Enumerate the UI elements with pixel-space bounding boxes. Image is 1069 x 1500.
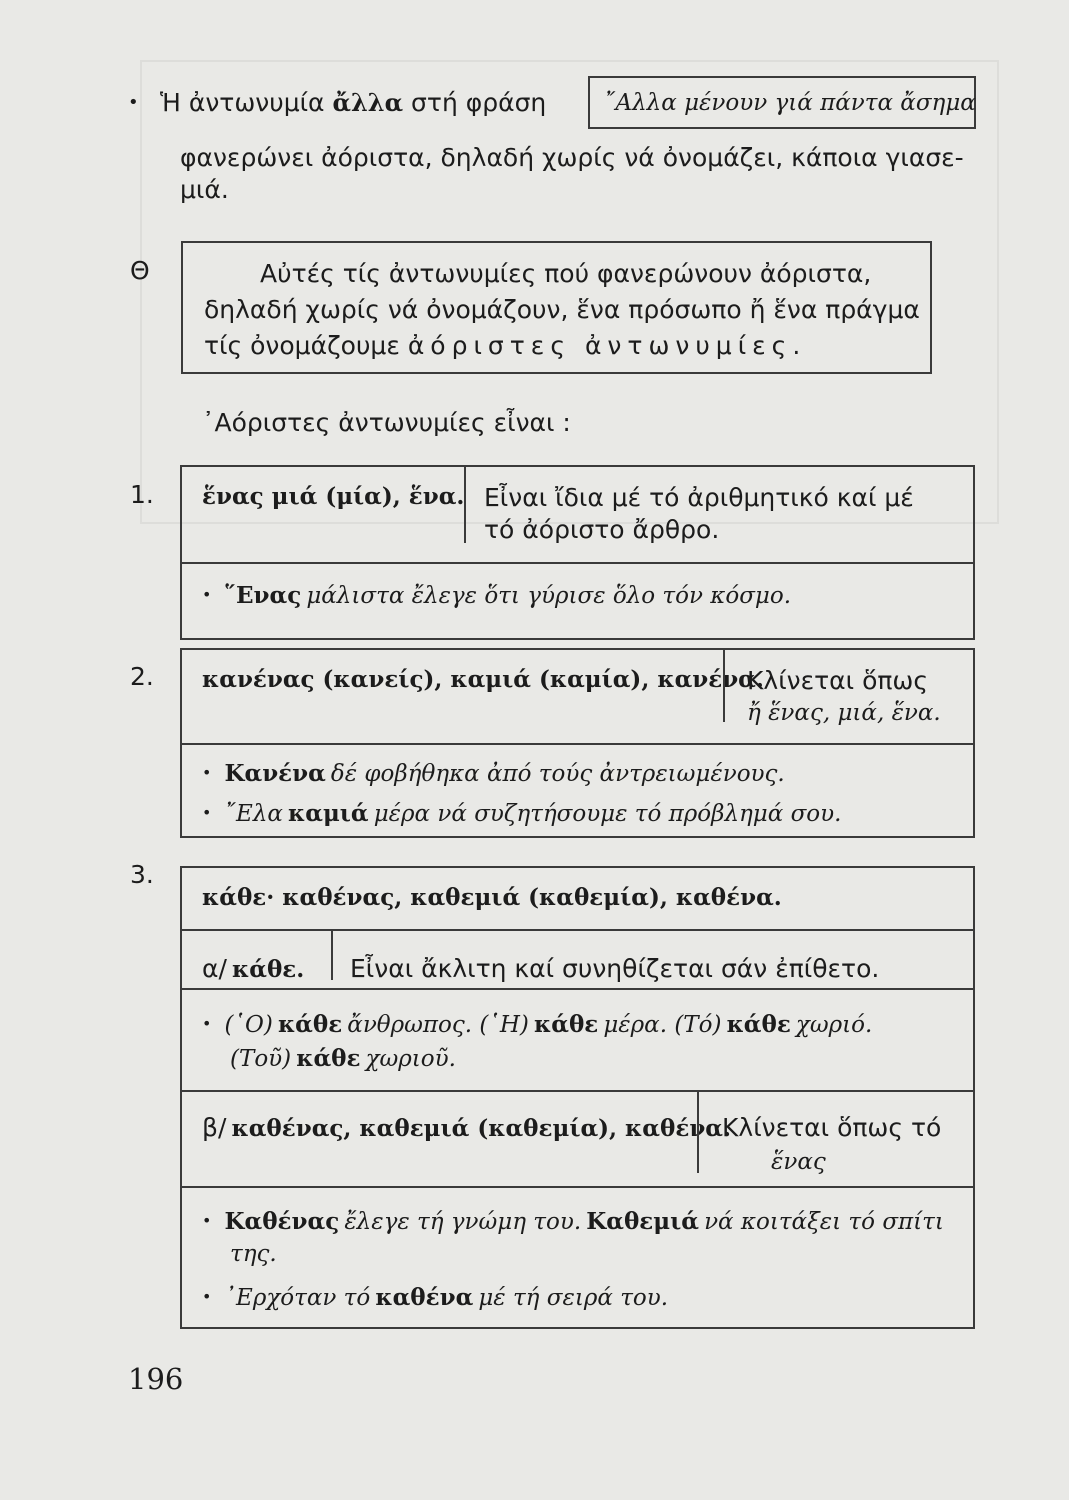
item-3b-example-1: • Καθένας ἔλεγε τή γνώμη του. Καθεμιά νά κοιτάξει τό σπίτι [202,1208,944,1235]
item-3a-example-line-2: (Τοῦ) κάθε χωριοῦ. [230,1045,456,1072]
list-heading: ᾿Αόριστες ἀντωνυμίες εἶναι : [202,408,571,437]
definition-box [181,241,932,374]
item-3b-note-line-2: ἕνας [771,1149,826,1175]
item-3b-divider [697,1091,699,1173]
item-3-number: 3. [130,860,154,889]
item-3b-note-line-1: Κλίνεται ὅπως τό [722,1113,942,1142]
page-number: 196 [128,1362,184,1396]
item-3-separator-1 [182,929,973,931]
item-1-divider [464,467,466,543]
intro-example-box [588,76,976,129]
item-1-note-line-1: Εἶναι ἴδια μέ τό ἀριθμητικό καί μέ [484,483,914,512]
definition-line-2: δηλαδή χωρίς νά ὀνομάζουν, ἕνα πρόσωπο ἤ ἕνα πράγμα [204,295,920,324]
item-1-note-line-2: τό ἀόριστο ἄρθρο. [484,515,720,544]
intro-line-2: φανερώνει ἀόριστα, δηλαδή χωρίς νά ὀνομάζει, κάποια γιασε- [180,143,964,172]
item-3-separator-2 [182,988,973,990]
item-3a-example-line-1: • (῾Ο) κάθε ἄνθρωπος. (῾Η) κάθε μέρα. (Τό) κάθε χωριό. [202,1011,873,1038]
item-2-divider [723,650,725,722]
item-3b-example-2: • ᾿Ερχόταν τό καθένα μέ τή σειρά του. [202,1284,669,1311]
item-2-separator [182,743,973,745]
item-3b-example-1-cont: της. [230,1241,277,1267]
item-3-forms: κάθε· καθένας, καθεμιά (καθεμία), καθένα. [202,884,782,911]
item-2-note-line-1: Κλίνεται ὅπως [747,666,929,695]
item-2-box [180,648,975,838]
bullet-icon: • [128,92,139,113]
item-3-separator-4 [182,1186,973,1188]
item-1-number: 1. [130,480,154,509]
intro-line-3: μιά. [180,175,229,204]
item-2-example-1: • Κανένα δέ φοβήθηκα ἀπό τούς ἀντρειωμένους. [202,760,785,787]
item-3b-head: β/ καθένας, καθεμιά (καθεμία), καθένα. [202,1113,731,1142]
item-3a-head: α/ κάθε. [202,954,305,983]
item-3-separator-3 [182,1090,973,1092]
definition-line-3: τίς ὀνομάζουμε ἀόριστες ἀντωνυμίες. [204,331,807,360]
intro-bold-word: ἄλλα [332,88,404,117]
definition-spaced-term: ἀόριστες ἀντωνυμίες. [407,331,807,360]
item-2-note-line-2: ἤ ἕνας, μιά, ἕνα. [747,700,941,726]
intro-line-1: Ἡ ἀντωνυμία ἄλλα στή φράση [160,88,547,117]
item-1-box [180,465,975,640]
item-2-example-2: • ῎Ελα καμιά μέρα νά συζητήσουμε τό πρόβλημά σου. [202,800,842,827]
item-1-forms: ἕνας μιά (μία), ἕνα. [202,483,465,510]
item-1-separator [182,562,973,564]
definition-line-1: Αὐτές τίς ἀντωνυμίες πού φανερώνουν ἀόριστα, [260,259,872,288]
item-3-box [180,866,975,1329]
item-2-number: 2. [130,662,154,691]
intro-example-text: ῎Αλλα μένουν γιά πάντα ἄσημα [604,90,976,116]
item-3a-divider [331,930,333,980]
item-1-example: • ῞Ενας μάλιστα ἔλεγε ὅτι γύρισε ὅλο τόν κόσμο. [202,582,792,609]
item-2-forms: κανένας (κανείς), καμιά (καμία), κανένα. [202,666,764,693]
item-3a-note: Εἶναι ἄκλιτη καί συνηθίζεται σάν ἐπίθετο. [350,954,880,983]
theta-marker: Θ [130,256,150,285]
